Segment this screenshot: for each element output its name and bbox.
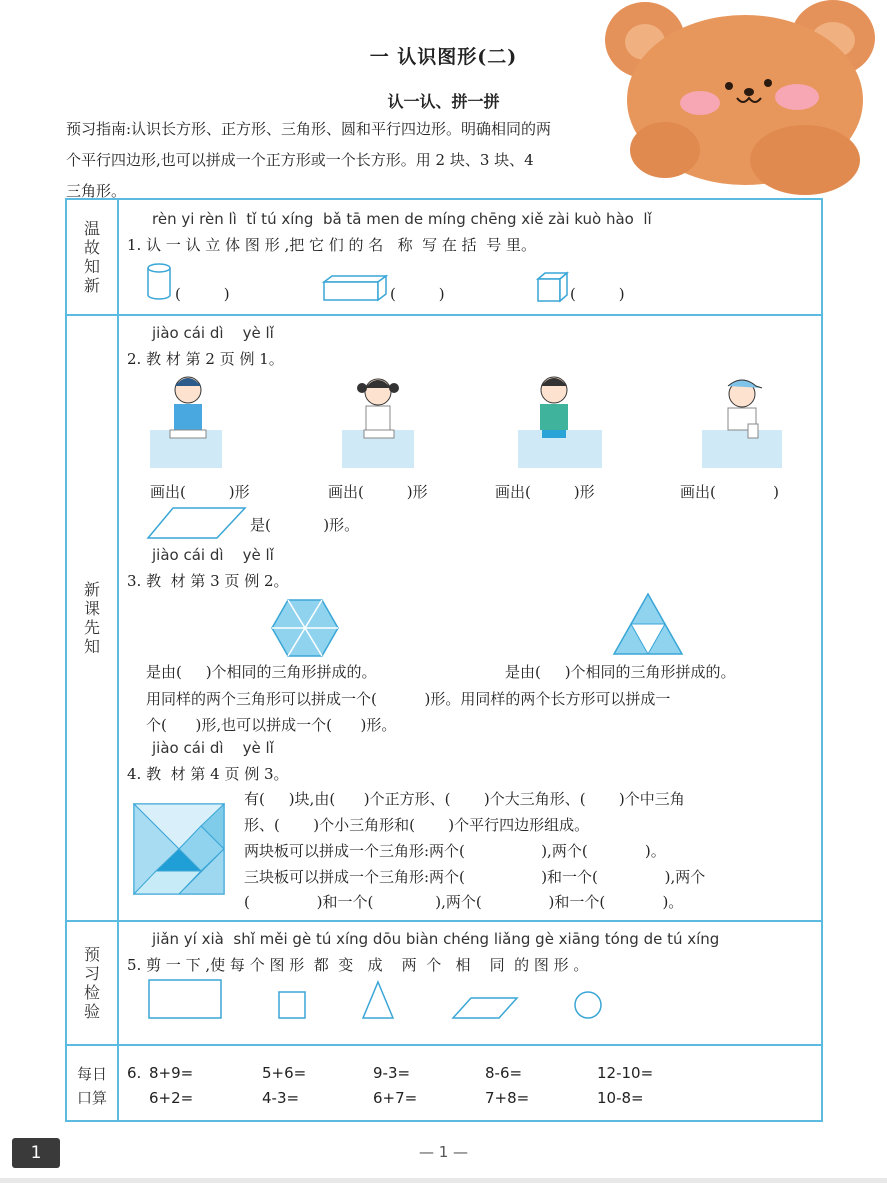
cube-icon [535,270,571,304]
guide-line-3: 三角形。 [66,182,127,200]
q4-pinyin: jiào cái dì yè lǐ [152,739,274,757]
circle-shape [575,992,601,1018]
cylinder-icon [145,262,175,302]
bear-sticker [605,0,887,200]
section-newlesson-label: 新课先知 [84,580,101,656]
q4-line2[interactable]: 形、( )个小三角形和( )个平行四边形组成。 [244,816,590,834]
q2-draw-2[interactable]: 画出( )形 [328,483,428,501]
q6-r1-c5[interactable]: 12-10= [597,1064,654,1082]
q2-parallelogram-answer[interactable]: 是( )形。 [250,516,360,534]
q1-blank-1[interactable]: ( ) [175,285,230,303]
square-shape [279,992,305,1018]
triangle-shape [363,982,393,1018]
lesson-subtitle: 认一认、拼一拼 [387,92,500,111]
q6-label: 6. [127,1064,142,1082]
q5-text: 5. 剪 一 下 ,使 每 个 图 形 都 变 成 两 个 相 同 的 图 形 。 [127,956,589,974]
q1-blank-2[interactable]: ( ) [390,285,445,303]
section-daily-label [67,1062,117,1110]
section-check-label: 预习检验 [84,945,101,1021]
q2-draw-4[interactable]: 画出( ) [680,483,779,501]
q6-r2-c4[interactable]: 7+8= [485,1089,530,1107]
q4-line1[interactable]: 有( )块,由( )个正方形、( )个大三角形、( )个中三角 [244,790,685,808]
q2-draw-1[interactable]: 画出( )形 [150,483,250,501]
parallelogram-cut-shape [453,998,517,1018]
page-title: 一 认识图形(二) [369,46,518,68]
q1-text: 1. 认 一 认 立 体 图 形 ,把 它 们 的 名 称 写 在 括 号 里。 [127,236,536,254]
q6-r1-c2[interactable]: 5+6= [262,1064,307,1082]
q2-pinyin: jiào cái dì yè lǐ [152,324,274,342]
q3-pinyin: jiào cái dì yè lǐ [152,546,274,564]
tangram-square [133,803,225,895]
q5-pinyin: jiǎn yí xià shǐ měi gè tú xíng dōu biàn chéng liǎng gè xiāng tóng de tú xíng [152,930,720,948]
q6-r1-c3[interactable]: 9-3= [373,1064,411,1082]
big-triangle-shape [612,592,684,656]
q6-r1-c1[interactable]: 8+9= [149,1064,194,1082]
q6-r2-c3[interactable]: 6+7= [373,1089,418,1107]
guide-line-2: 个平行四边形,也可以拼成一个正方形或一个长方形。用 2 块、3 块、4 [66,151,534,169]
q4-line3[interactable]: 两块板可以拼成一个三角形:两个( ),两个( )。 [244,842,666,860]
page-number: — 1 — [418,1143,469,1161]
q4-text: 4. 教 材 第 4 页 例 3。 [127,765,289,783]
q6-r2-c1[interactable]: 6+2= [149,1089,194,1107]
parallelogram-shape [145,505,249,541]
q3-line1b[interactable]: 是由( )个相同的三角形拼成的。 [505,663,736,681]
q4-line5[interactable]: ( )和一个( ),两个( )和一个( )。 [244,893,684,911]
q3-text: 3. 教 材 第 3 页 例 2。 [127,572,289,590]
rectangle-shape [149,980,221,1018]
q3-line3[interactable]: 个( )形,也可以拼成一个( )形。 [146,716,397,734]
q3-line2[interactable]: 用同样的两个三角形可以拼成一个( )形。用同样的两个长方形可以拼成一 [146,690,671,708]
q6-r2-c5[interactable]: 10-8= [597,1089,644,1107]
guide-line-1: 预习指南:认识长方形、正方形、三角形、圆和平行四边形。明确相同的两 [66,120,552,138]
q3-line1a[interactable]: 是由( )个相同的三角形拼成的。 [146,663,377,681]
hexagon-shape [270,598,340,658]
daily-label-2: 口算 [76,1089,107,1107]
section-review-label: 温故知新 [84,219,101,295]
daily-label-1: 每日 [76,1065,107,1083]
q1-blank-3[interactable]: ( ) [570,285,625,303]
page-badge[interactable]: 1 [12,1138,60,1168]
children-tracing-illustration [150,372,784,472]
bottom-bar [0,1178,887,1183]
cuboid-icon [320,274,390,304]
q6-r1-c4[interactable]: 8-6= [485,1064,523,1082]
q1-pinyin: rèn yi rèn lì tǐ tú xíng bǎ tā men de míng chēng xiě zài kuò hào lǐ [152,210,652,228]
cut-shapes-row [145,976,765,1022]
q6-r2-c2[interactable]: 4-3= [262,1089,300,1107]
q2-text: 2. 教 材 第 2 页 例 1。 [127,350,284,368]
q4-line4[interactable]: 三块板可以拼成一个三角形:两个( )和一个( ),两个 [244,868,706,886]
q2-draw-3[interactable]: 画出( )形 [495,483,595,501]
